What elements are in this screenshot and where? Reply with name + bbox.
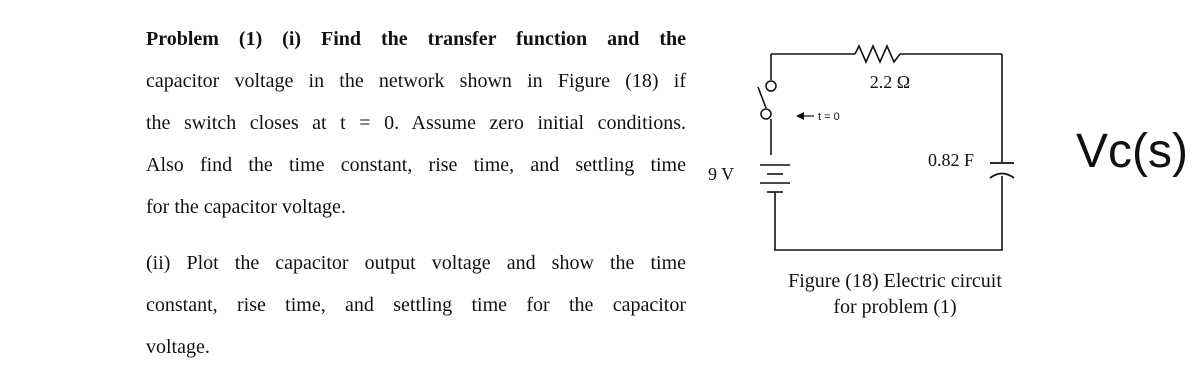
resistor-label: 2.2 Ω — [869, 72, 911, 92]
switch-bottom-contact — [761, 109, 771, 119]
resistor-symbol — [855, 46, 900, 62]
source-label: 9 V — [708, 164, 735, 184]
switch-label: t = 0 — [818, 111, 840, 123]
switch-arrow-head — [796, 112, 804, 120]
problem-statement — [146, 22, 686, 372]
problem-part2-line-3: voltage. — [146, 336, 210, 358]
problem-line-4: Also find the time constant, rise time, and settling time — [146, 154, 686, 176]
figure-caption — [760, 268, 1030, 320]
capacitor-label: 0.82 F — [928, 150, 975, 170]
caption-line-2: for problem (1) — [833, 296, 957, 318]
circuit-diagram — [700, 30, 1030, 260]
problem-line-2: capacitor voltage in the network shown in Figure (18) if — [146, 70, 686, 92]
switch-top-contact — [766, 81, 776, 91]
problem-part2-line-1: (ii) Plot the capacitor output voltage and show the time — [146, 252, 686, 274]
problem-part2-line-2: constant, rise time, and settling time for the capacitor — [146, 294, 686, 316]
problem-line-1: Problem (1) (i) Find the transfer function and the — [146, 28, 686, 50]
switch-blade — [758, 87, 766, 108]
problem-line-3: the switch closes at t = 0. Assume zero initial conditions. — [146, 112, 686, 134]
output-voltage-label: Vc(s) — [1076, 125, 1188, 178]
problem-line-5: for the capacitor voltage. — [146, 196, 346, 218]
caption-line-1: Figure (18) Electric circuit — [788, 270, 1002, 292]
